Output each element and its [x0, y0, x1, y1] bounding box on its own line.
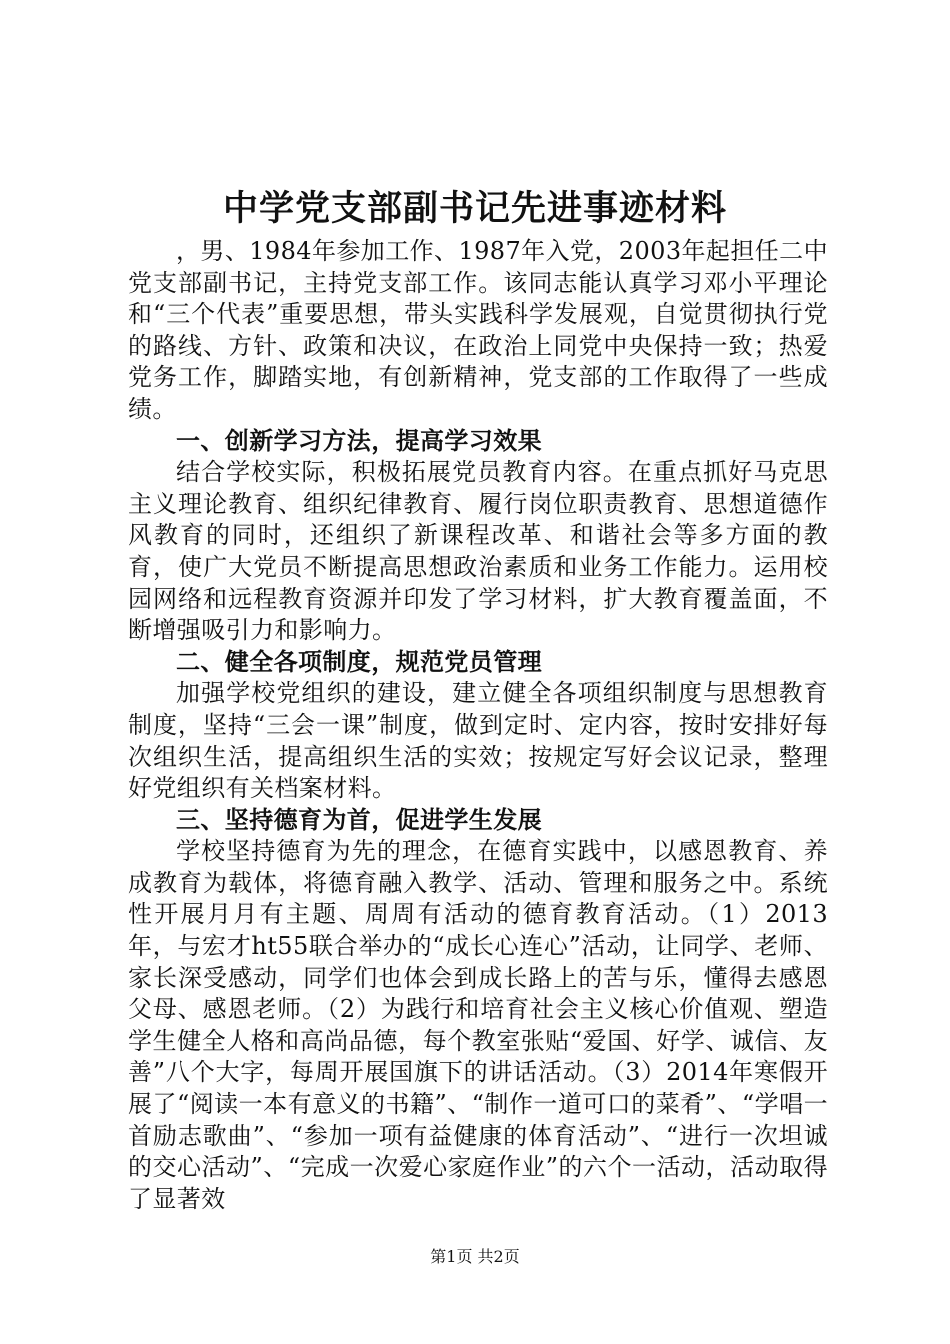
- section-2-paragraph: 加强学校党组织的建设，建立健全各项组织制度与思想教育制度，坚持“三会一课”制度，做到定时、定内容，按时安排好每次组织生活，提高组织生活的实效；按规定写好会议记录，整理好党组织有关档案材料。: [128, 679, 828, 803]
- document-body: [128, 236, 828, 1215]
- document-title: 中学党支部副书记先进事迹材料: [222, 188, 727, 229]
- section-heading-1: 一、创新学习方法，提高学习效果: [176, 426, 542, 455]
- section-heading-2: 二、健全各项制度，规范党员管理: [176, 647, 542, 676]
- page-footer: 第1页 共2页: [430, 1247, 520, 1266]
- section-3-paragraph: 学校坚持德育为先的理念，在德育实践中，以感恩教育、养成教育为载体，将德育融入教学、活动、管理和服务之中。系统性开展月月有主题、周周有活动的德育教育活动。（1）2013年，与宏才ht55联合举办的“成长心连心”活动，让同学、老师、家长深受感动，同学们也体会到成长路上的苦与乐，懂得去感恩父母、感恩老师。（2）为践行和培育社会主义核心价值观、塑造学生健全人格和高尚品德，每个教室张贴“爱国、好学、诚信、友善”八个大字，每周开展国旗下的讲话活动。（3）2014年寒假开展了“阅读一本有意义的书籍”、“制作一道可口的菜肴”、“学唱一首励志歌曲”、“参加一项有益健康的体育活动”、“进行一次坦诚的交心活动”、“完成一次爱心家庭作业”的六个一活动，活动取得了显著效: [128, 837, 828, 1213]
- intro-paragraph: ，男、1984年参加工作、1987年入党，2003年起担任二中党支部副书记，主持党支部工作。该同志能认真学习邓小平理论和“三个代表”重要思想，带头实践科学发展观，自觉贯彻执行党的路线、方针、政策和决议，在政治上同党中央保持一致；热爱党务工作，脚踏实地，有创新精神，党支部的工作取得了一些成绩。: [128, 237, 828, 423]
- section-1-paragraph: 结合学校实际，积极拓展党员教育内容。在重点抓好马克思主义理论教育、组织纪律教育、履行岗位职责教育、思想道德作风教育的同时，还组织了新课程改革、和谐社会等多方面的教育，使广大党员不断提高思想政治素质和业务工作能力。运用校园网络和远程教育资源并印发了学习材料，扩大教育覆盖面，不断增强吸引力和影响力。: [128, 458, 828, 645]
- section-heading-3: 三、坚持德育为首，促进学生发展: [176, 805, 542, 834]
